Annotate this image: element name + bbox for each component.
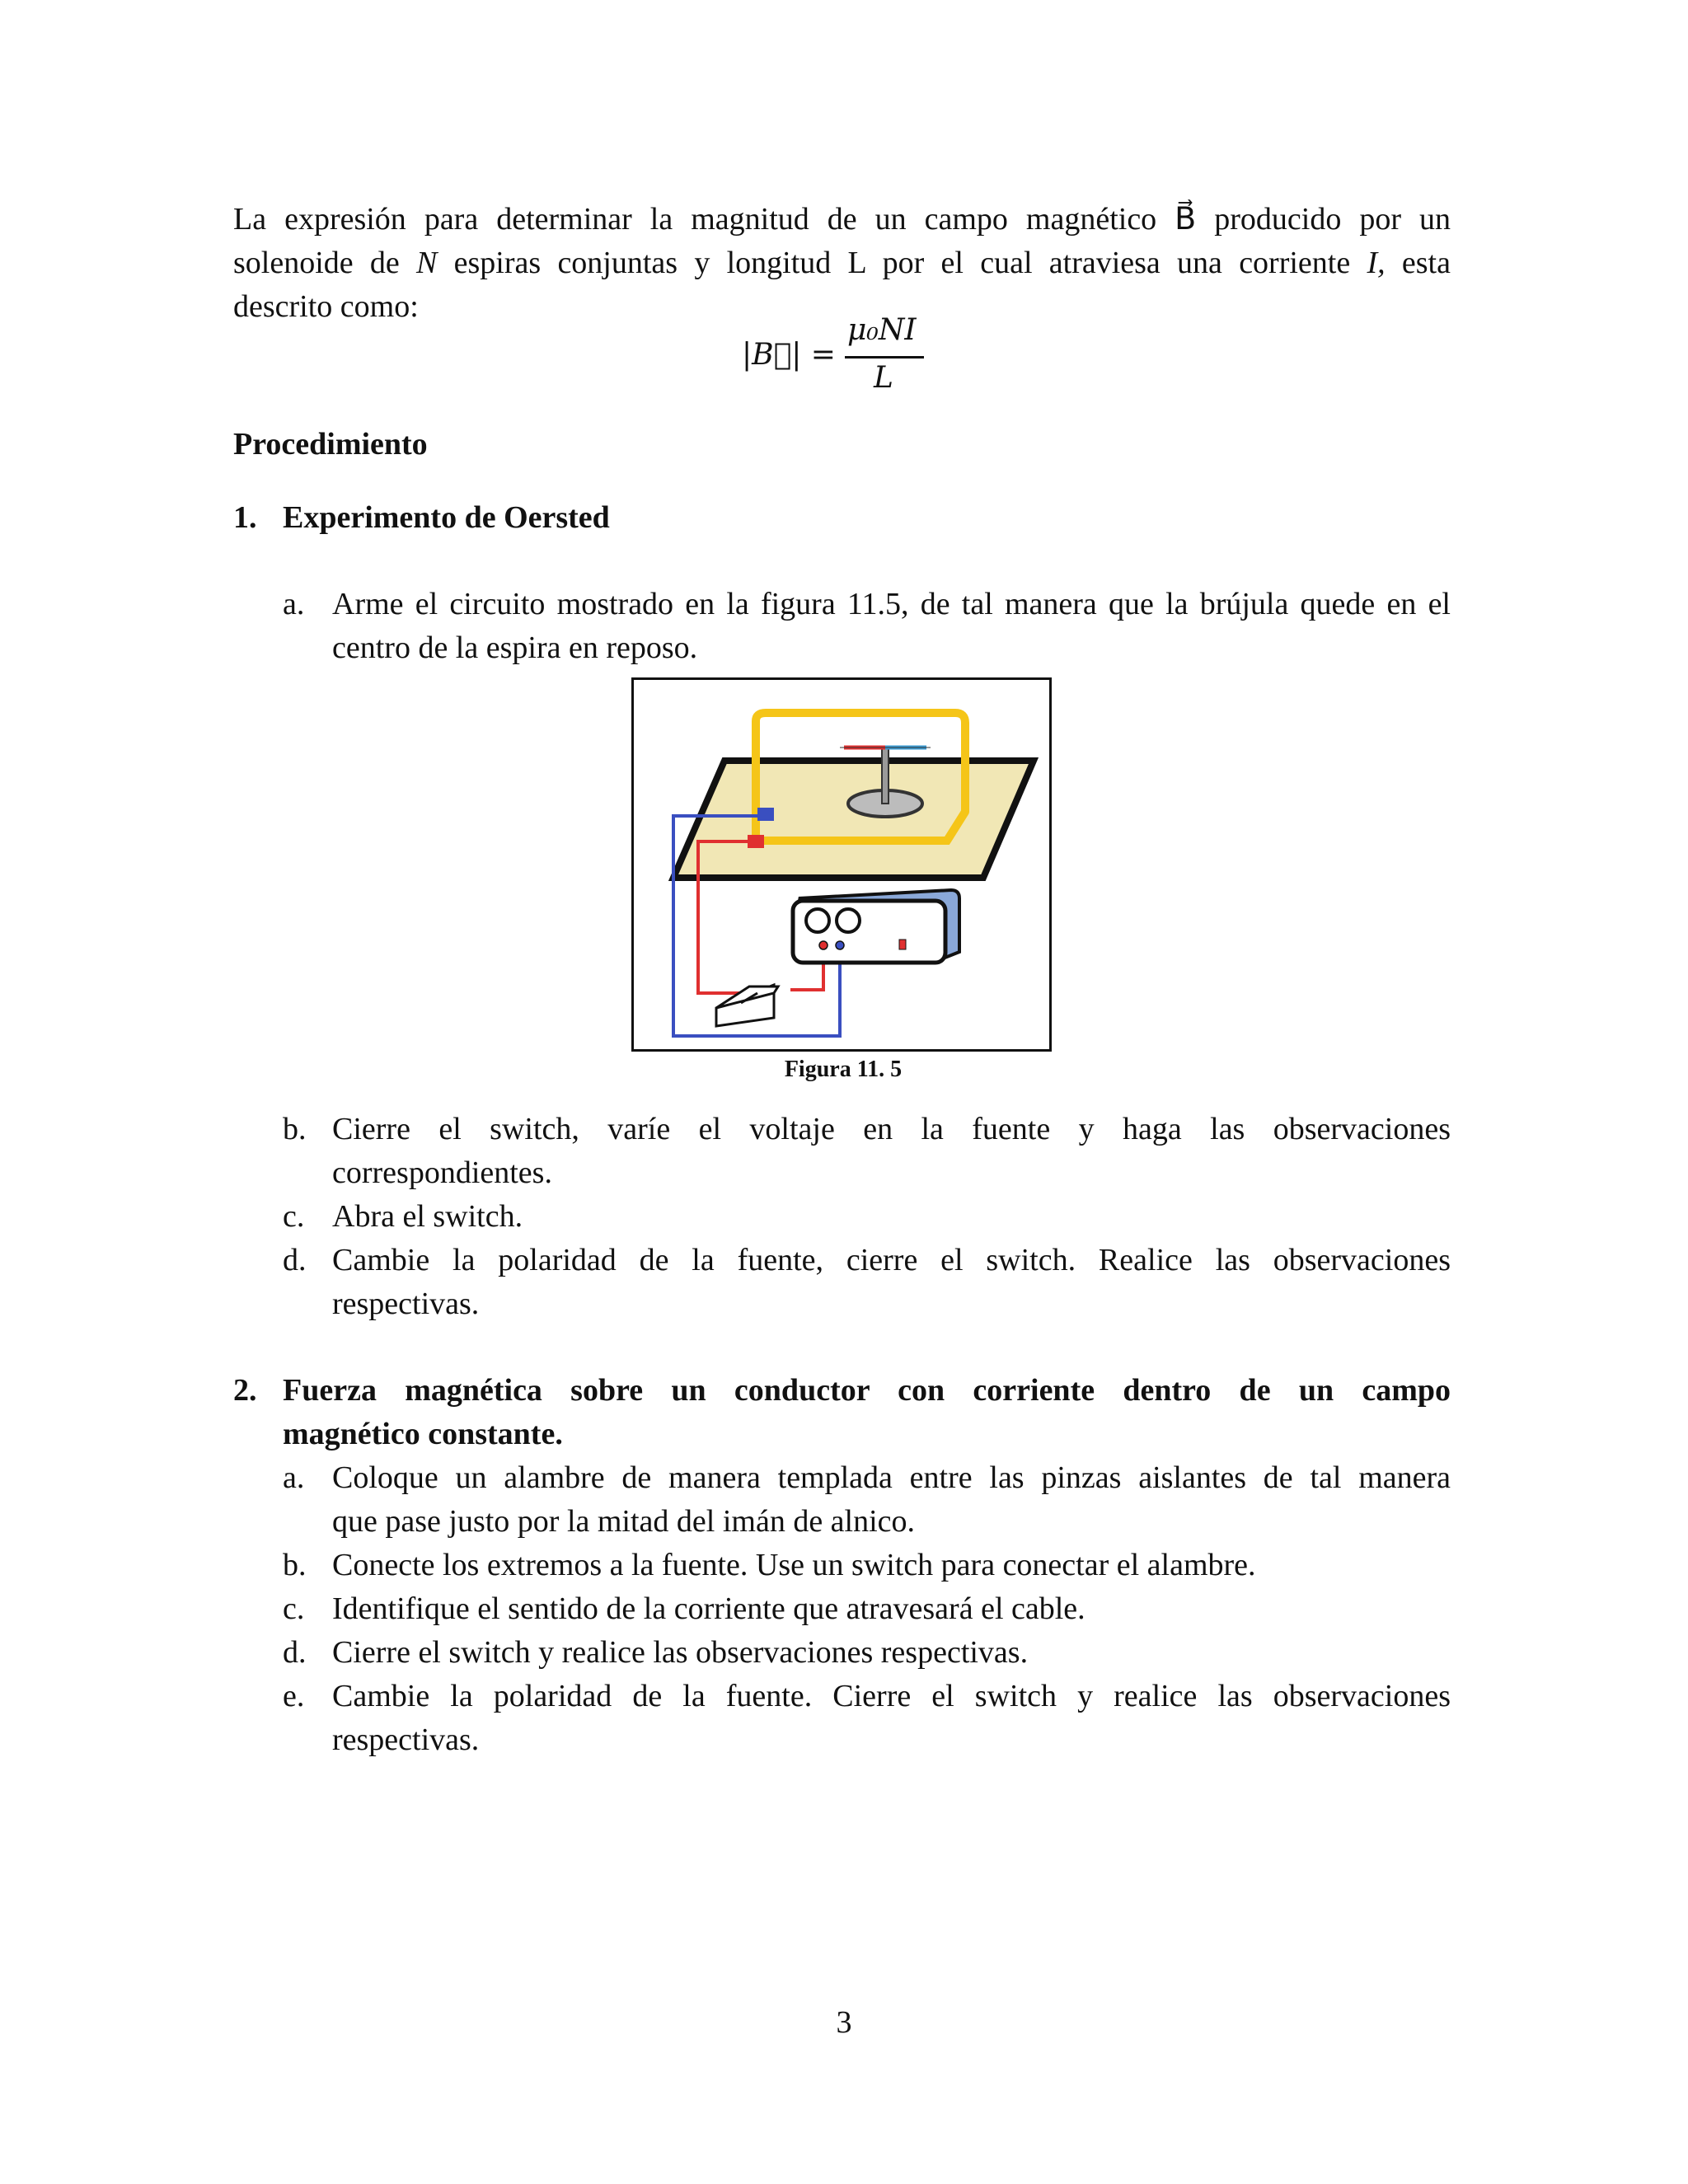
item-line: centro de la espira en reposo.	[332, 630, 698, 665]
item-line: respectivas.	[332, 1286, 480, 1321]
intro-paragraph	[233, 198, 1451, 329]
section-2-number: 2.	[233, 1373, 257, 1408]
section-1-title: Experimento de Oersted	[283, 500, 610, 535]
section-1-number: 1.	[233, 500, 257, 535]
item-line: Conecte los extremos a la fuente. Use un switch para conectar el alambre.	[332, 1548, 1256, 1582]
intro-variable-n: N	[416, 246, 438, 280]
blue-terminal	[757, 808, 774, 821]
section-1-heading	[233, 496, 610, 540]
intro-line-2-b: espiras conjuntas y longitud L por el cual atraviesa una corriente	[437, 246, 1367, 280]
power-indicator	[899, 940, 906, 949]
item-line: Arme el circuito mostrado en la figura 11.5, de tal manera que la brújula quede en el	[332, 587, 1451, 621]
item-label: c.	[283, 1199, 305, 1234]
intro-line-3: descrito como:	[233, 289, 419, 324]
item-label: b.	[283, 1548, 307, 1582]
item-label: d.	[283, 1243, 307, 1277]
formula-lhs: |B⃗| =	[742, 338, 836, 372]
figure-caption: Figura 11. 5	[784, 1057, 903, 1082]
page-number: 3	[836, 2005, 852, 2040]
item-line: Coloque un alambre de manera templada entre las pinzas aislantes de tal manera	[332, 1460, 1451, 1495]
item-line: que pase justo por la mitad del imán de alnico.	[332, 1504, 916, 1539]
figure-11-5	[631, 677, 1052, 1052]
red-terminal	[748, 835, 764, 848]
intro-line-2-c: esta	[1385, 246, 1451, 280]
item-label: d.	[283, 1635, 307, 1670]
item-label: b.	[283, 1112, 307, 1146]
item-line: Cambie la polaridad de la fuente, cierre el switch. Realice las observaciones	[332, 1243, 1451, 1277]
item-line: respectivas.	[332, 1722, 480, 1757]
intro-line-2	[233, 241, 1451, 285]
item-label: a.	[283, 587, 305, 621]
intro-line-2-a: solenoide de	[233, 246, 417, 280]
intro-line-1: La expresión para determinar la magnitud de un campo magnético B⃗ producido por un	[233, 202, 1451, 237]
knob-right	[837, 909, 860, 932]
formula-fraction-bar	[845, 356, 924, 359]
item-line: Identifique el sentido de la corriente que atravesará el cable.	[332, 1591, 1085, 1626]
intro-variable-i: I,	[1367, 246, 1386, 280]
compass-stand	[882, 748, 889, 804]
item-label: e.	[283, 1679, 305, 1713]
blue-output	[836, 941, 844, 949]
section-2-title-line-2: magnético constante.	[283, 1417, 563, 1451]
formula-denominator: L	[874, 361, 893, 395]
procedure-heading: Procedimiento	[233, 427, 428, 462]
item-line: Cierre el switch y realice las observaciones respectivas.	[332, 1635, 1029, 1670]
board-shape	[673, 761, 1034, 878]
item-label: c.	[283, 1591, 305, 1626]
item-line: correspondientes.	[332, 1155, 552, 1190]
formula-numerator: μ₀NI	[847, 313, 917, 347]
section-2-title-line-1: Fuerza magnética sobre un conductor con corriente dentro de un campo	[283, 1373, 1451, 1408]
item-line: Cierre el switch, varíe el voltaje en la fuente y haga las observaciones	[332, 1112, 1451, 1146]
knob-left	[806, 909, 829, 932]
section-2-title	[283, 1369, 1451, 1456]
item-label: a.	[283, 1460, 305, 1495]
magnetic-field-formula	[742, 313, 940, 404]
item-line: Abra el switch.	[332, 1199, 523, 1234]
item-line: Cambie la polaridad de la fuente. Cierre el switch y realice las observaciones	[332, 1679, 1451, 1713]
red-output	[819, 941, 828, 949]
oersted-circuit-diagram	[634, 680, 1049, 1049]
